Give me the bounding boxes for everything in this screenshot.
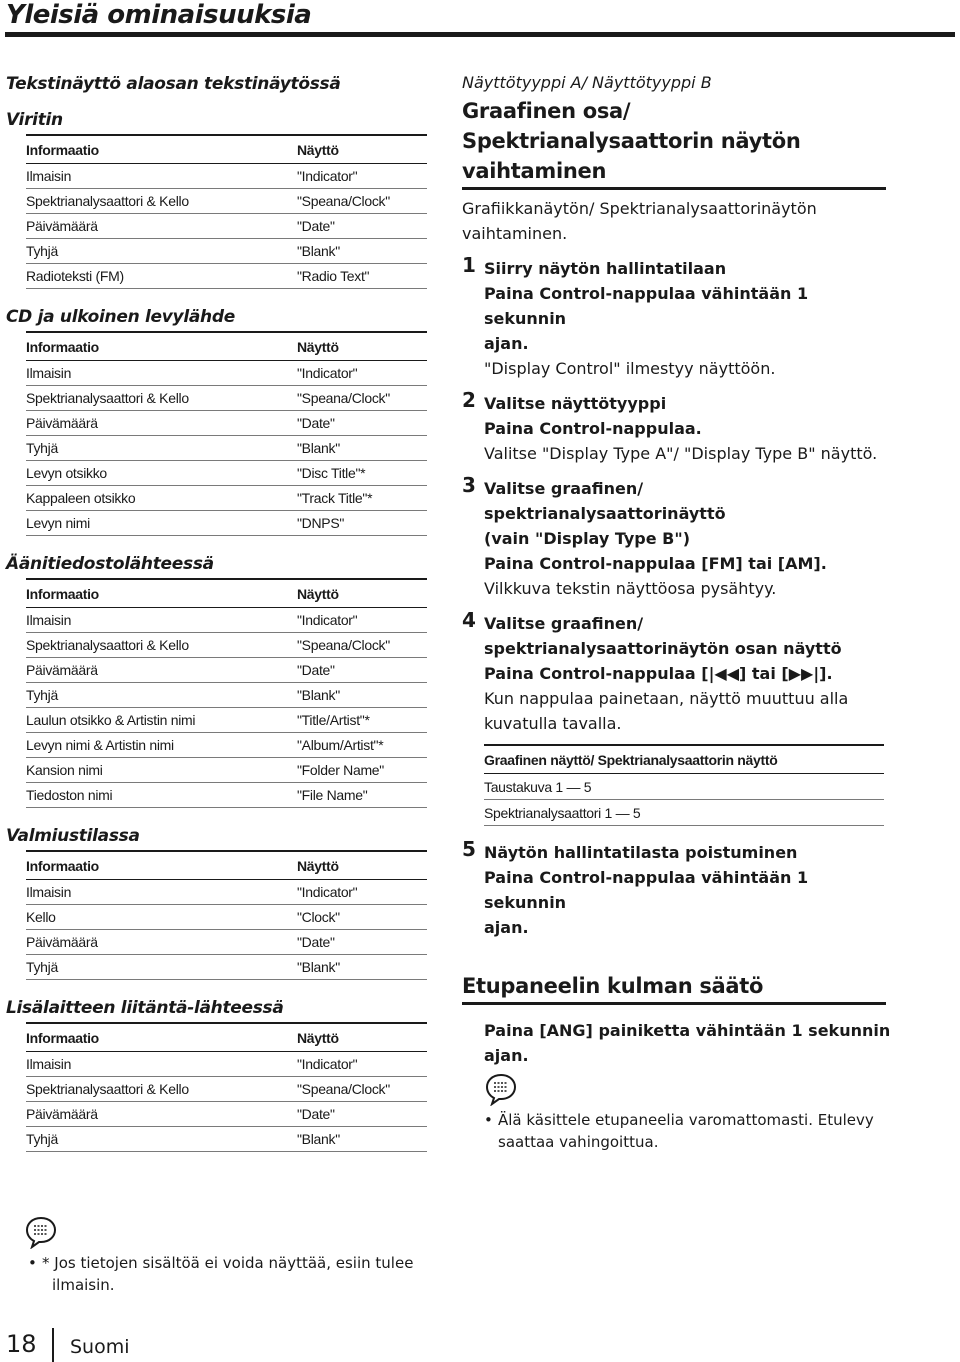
display-cell: "Speana/Clock" <box>297 1077 427 1102</box>
info-cell: Tiedoston nimi <box>26 783 297 808</box>
step-5 <box>462 837 886 940</box>
section-heading: CD ja ulkoinen levylähde <box>6 307 235 327</box>
right-heading-line2: Spektrianalysaattorin näytön <box>462 129 801 153</box>
info-cell: Tyhjä <box>26 955 297 980</box>
display-cell: "Blank" <box>297 239 427 264</box>
info-cell: Levyn nimi <box>26 511 297 536</box>
table-row <box>26 164 427 189</box>
info-cell: Ilmaisin <box>26 164 297 189</box>
step-number: 5 <box>462 837 476 861</box>
info-cell: Kappaleen otsikko <box>26 486 297 511</box>
note-icon <box>484 1072 518 1106</box>
info-cell: Päivämäärä <box>26 930 297 955</box>
section-heading: Valmiustilassa <box>6 826 140 846</box>
display-cell: "Speana/Clock" <box>297 386 427 411</box>
section-heading: Äänitiedostolähteessä <box>6 554 214 574</box>
display-cell: "Blank" <box>297 683 427 708</box>
step-2 <box>462 388 886 466</box>
display-cell: "Speana/Clock" <box>297 189 427 214</box>
table-row <box>26 733 427 758</box>
intro-line2: vaihtaminen. <box>462 224 568 243</box>
display-cell: "Indicator" <box>297 608 427 633</box>
info-cell: Päivämäärä <box>26 411 297 436</box>
right-heading <box>462 96 886 190</box>
info-cell: Laulun otsikko & Artistin nimi <box>26 708 297 733</box>
table-row <box>26 905 427 930</box>
left-note-line2: ilmaisin. <box>52 1276 115 1294</box>
display-cell: "Radio Text" <box>297 264 427 289</box>
display-cell: "Folder Name" <box>297 758 427 783</box>
info-table <box>26 134 427 289</box>
table-row <box>26 758 427 783</box>
table-cell: Taustakuva 1 — 5 <box>484 774 884 800</box>
info-cell: Spektrianalysaattori & Kello <box>26 633 297 658</box>
table-row <box>26 1102 427 1127</box>
display-cell: "Speana/Clock" <box>297 633 427 658</box>
info-cell: Tyhjä <box>26 239 297 264</box>
table-row <box>26 783 427 808</box>
display-cell: "Date" <box>297 930 427 955</box>
left-note-line1: * Jos tietojen sisältöä ei voida näyttää, esiin tulee <box>42 1254 414 1272</box>
info-table <box>26 1022 427 1152</box>
header-info: Informaatio <box>26 135 297 164</box>
display-cell: "Album/Artist"* <box>297 733 427 758</box>
info-cell: Päivämäärä <box>26 214 297 239</box>
title-rule <box>5 32 955 37</box>
footer-divider <box>52 1328 54 1362</box>
table-row <box>26 486 427 511</box>
step-text-line: Vilkkuva tekstin näyttöosa pysähtyy. <box>484 579 777 598</box>
info-cell: Tyhjä <box>26 1127 297 1152</box>
info-cell: Spektrianalysaattori & Kello <box>26 1077 297 1102</box>
display-cell: "Indicator" <box>297 880 427 905</box>
header-display: Näyttö <box>297 1023 427 1052</box>
page-number: 18 <box>6 1330 37 1358</box>
info-cell: Ilmaisin <box>26 880 297 905</box>
right-heading-line1: Graafinen osa/ <box>462 99 631 123</box>
info-cell: Levyn nimi & Artistin nimi <box>26 733 297 758</box>
step-number: 4 <box>462 608 476 632</box>
step-3 <box>462 473 886 601</box>
table-header-row <box>26 332 427 361</box>
display-cell: "Blank" <box>297 436 427 461</box>
bullet: • <box>484 1111 493 1129</box>
table-header: Graafinen näyttö/ Spektrianalysaattorin näyttö <box>484 745 884 774</box>
display-cell: "Date" <box>297 411 427 436</box>
table-header-row <box>484 745 884 774</box>
page-title: Yleisiä ominaisuuksia <box>6 0 312 30</box>
display-cell: "Track Title"* <box>297 486 427 511</box>
info-cell: Tyhjä <box>26 683 297 708</box>
table-row <box>26 386 427 411</box>
step-number: 2 <box>462 388 476 412</box>
info-cell: Ilmaisin <box>26 608 297 633</box>
info-cell: Päivämäärä <box>26 1102 297 1127</box>
table-header-row <box>26 579 427 608</box>
table-row <box>26 189 427 214</box>
step-number: 3 <box>462 473 476 497</box>
step-bold-line: Paina Control-nappulaa vähintään 1 sekunnin <box>484 284 809 328</box>
display-cell: "Blank" <box>297 955 427 980</box>
header-info: Informaatio <box>26 579 297 608</box>
step-bold-line: spektrianalysaattorinäytön osan näyttö <box>484 639 842 658</box>
info-cell: Levyn otsikko <box>26 461 297 486</box>
header-info: Informaatio <box>26 851 297 880</box>
table-header-row <box>26 851 427 880</box>
ang-instruction <box>484 1018 894 1068</box>
note-icon <box>24 1215 58 1249</box>
right-note <box>484 1109 898 1153</box>
header-display: Näyttö <box>297 332 427 361</box>
table-row <box>26 461 427 486</box>
table-row <box>26 955 427 980</box>
table-row <box>26 411 427 436</box>
table-row <box>26 930 427 955</box>
step-bold-line: spektrianalysaattorinäyttö <box>484 504 726 523</box>
right-note-line2: saattaa vahingoittua. <box>498 1133 659 1151</box>
left-column <box>6 70 430 1166</box>
left-note <box>28 1252 422 1296</box>
table-row <box>26 1052 427 1077</box>
step-4 <box>462 608 886 736</box>
left-sections <box>6 106 430 1152</box>
step-bold-line: Paina Control-nappulaa vähintään 1 sekunnin <box>484 868 809 912</box>
display-cell: "DNPS" <box>297 511 427 536</box>
table-row <box>26 511 427 536</box>
display-cell: "Indicator" <box>297 164 427 189</box>
step-bold-line: (vain "Display Type B") <box>484 529 691 548</box>
info-cell: Kansion nimi <box>26 758 297 783</box>
right-heading-line3: vaihtaminen <box>462 159 607 183</box>
table-row <box>26 658 427 683</box>
step-bold-line: Valitse graafinen/ <box>484 479 644 498</box>
table-row <box>26 214 427 239</box>
display-cell: "File Name" <box>297 783 427 808</box>
display-cell: "Indicator" <box>297 1052 427 1077</box>
info-table <box>26 331 427 536</box>
bullet: • <box>28 1254 37 1272</box>
right-note-line1: Älä käsittele etupaneelia varomattomasti. Etulevy <box>498 1111 874 1129</box>
step-bold-line: Valitse graafinen/ <box>484 614 644 633</box>
table-row <box>26 633 427 658</box>
intro-line1: Grafiikkanäytön/ Spektrianalysaattorinäytön <box>462 199 817 218</box>
table-row <box>484 774 884 800</box>
step-text-line: Valitse "Display Type A"/ "Display Type B" näyttö. <box>484 444 878 463</box>
header-info: Informaatio <box>26 1023 297 1052</box>
right-column <box>462 70 886 940</box>
step-bold-line: ajan. <box>484 334 529 353</box>
display-cell: "Blank" <box>297 1127 427 1152</box>
table-row <box>26 264 427 289</box>
display-mode-table <box>484 744 884 826</box>
info-table <box>26 850 427 980</box>
header-display: Näyttö <box>297 135 427 164</box>
step-bold-line: Siirry näytön hallintatilaan <box>484 259 727 278</box>
step-1 <box>462 253 886 381</box>
step-bold-line: Paina Control-nappulaa [|◀◀] tai [▶▶|]. <box>484 664 833 683</box>
table-row <box>26 361 427 386</box>
table-row <box>26 708 427 733</box>
step-bold-line: Valitse näyttötyyppi <box>484 394 667 413</box>
info-cell: Ilmaisin <box>26 361 297 386</box>
ang-line2: ajan. <box>484 1046 529 1065</box>
section-heading: Viritin <box>6 110 63 130</box>
step-bold-line: Paina Control-nappulaa. <box>484 419 702 438</box>
step-bold-line: ajan. <box>484 918 529 937</box>
step-number: 1 <box>462 253 476 277</box>
header-display: Näyttö <box>297 579 427 608</box>
section-title: Tekstinäyttö alaosan tekstinäytössä <box>6 74 341 94</box>
table-cell: Spektrianalysaattori 1 — 5 <box>484 800 884 826</box>
step-text-line: kuvatulla tavalla. <box>484 714 622 733</box>
table-row <box>26 683 427 708</box>
table-row <box>26 239 427 264</box>
info-cell: Tyhjä <box>26 436 297 461</box>
right-subtitle: Näyttötyyppi A/ Näyttötyyppi B <box>462 73 712 92</box>
footer-language: Suomi <box>70 1336 130 1358</box>
table-header-row <box>26 135 427 164</box>
display-cell: "Date" <box>297 214 427 239</box>
heading-etupaneeli: Etupaneelin kulman säätö <box>462 970 886 1005</box>
section-heading: Lisälaitteen liitäntä-lähteessä <box>6 998 284 1018</box>
info-cell: Spektrianalysaattori & Kello <box>26 386 297 411</box>
table-row <box>484 800 884 826</box>
display-cell: "Date" <box>297 658 427 683</box>
step-bold-line: Paina Control-nappulaa [FM] tai [AM]. <box>484 554 827 573</box>
display-cell: "Clock" <box>297 905 427 930</box>
info-table <box>26 578 427 808</box>
steps <box>462 253 886 940</box>
table-row <box>26 1077 427 1102</box>
header-info: Informaatio <box>26 332 297 361</box>
info-cell: Kello <box>26 905 297 930</box>
step-text-line: "Display Control" ilmestyy näyttöön. <box>484 359 776 378</box>
header-display: Näyttö <box>297 851 427 880</box>
display-cell: "Indicator" <box>297 361 427 386</box>
info-cell: Päivämäärä <box>26 658 297 683</box>
table-header-row <box>26 1023 427 1052</box>
step-text-line: Kun nappulaa painetaan, näyttö muuttuu alla <box>484 689 849 708</box>
info-cell: Radioteksti (FM) <box>26 264 297 289</box>
display-cell: "Date" <box>297 1102 427 1127</box>
ang-line1: Paina [ANG] painiketta vähintään 1 sekunnin <box>484 1021 891 1040</box>
table-row <box>26 880 427 905</box>
info-cell: Spektrianalysaattori & Kello <box>26 189 297 214</box>
table-row <box>26 436 427 461</box>
step-bold-line: Näytön hallintatilasta poistuminen <box>484 843 798 862</box>
table-row <box>26 1127 427 1152</box>
table-row <box>26 608 427 633</box>
info-cell: Ilmaisin <box>26 1052 297 1077</box>
display-cell: "Title/Artist"* <box>297 708 427 733</box>
display-cell: "Disc Title"* <box>297 461 427 486</box>
